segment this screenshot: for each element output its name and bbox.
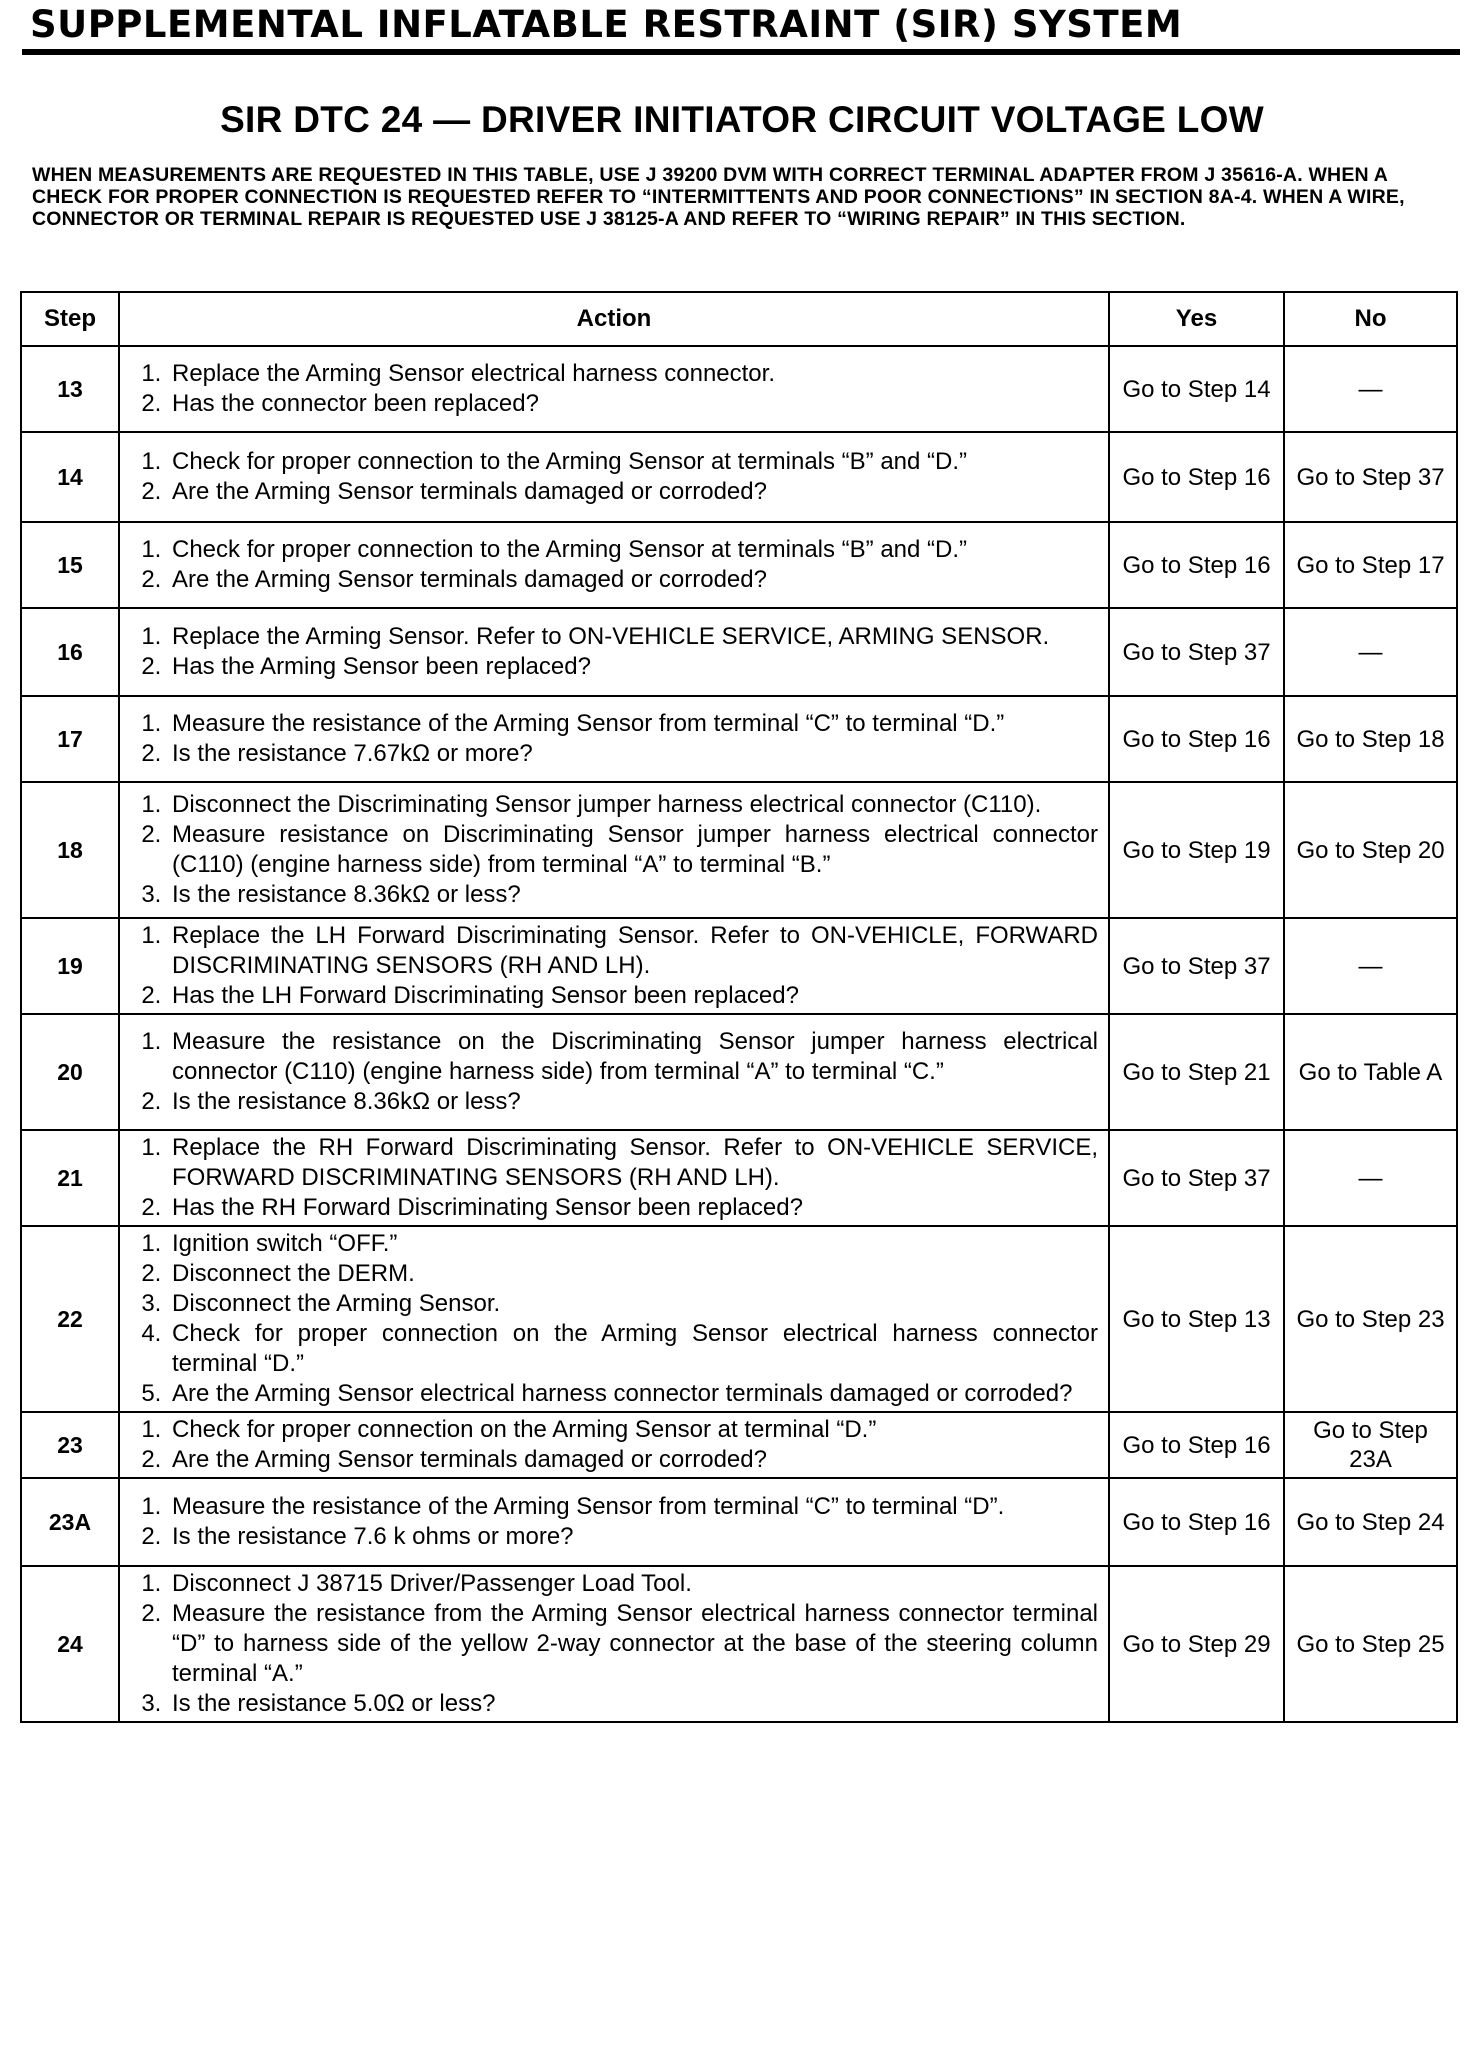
action-item: 2. Is the resistance 7.6 k ohms or more? — [168, 1522, 1098, 1552]
no-result: — — [1284, 918, 1457, 1014]
action-item: 1. Measure the resistance of the Arming Sensor from terminal “C” to terminal “D”. — [168, 1492, 1098, 1522]
yes-result: Go to Step 16 — [1109, 1412, 1284, 1478]
step-number: 23 — [21, 1412, 119, 1478]
action-item: 2. Are the Arming Sensor terminals damaged or corroded? — [168, 565, 1098, 595]
action-cell — [119, 346, 1109, 432]
header-action: Action — [119, 292, 1109, 346]
action-item: 2. Measure resistance on Discriminating Sensor jumper harness electrical connector (C110) (engine harness side) from terminal “A” to terminal “B.” — [168, 820, 1098, 880]
yes-result: Go to Step 37 — [1109, 918, 1284, 1014]
action-item: 2. Is the resistance 7.67kΩ or more? — [168, 739, 1098, 769]
action-item: 2. Disconnect the DERM. — [168, 1259, 1098, 1289]
action-item: 2. Has the LH Forward Discriminating Sensor been replaced? — [168, 981, 1098, 1011]
action-list — [128, 709, 1098, 769]
no-result: Go to Table A — [1284, 1014, 1457, 1130]
action-item: 2. Has the RH Forward Discriminating Sensor been replaced? — [168, 1193, 1098, 1223]
yes-result: Go to Step 16 — [1109, 522, 1284, 608]
action-list — [128, 622, 1098, 682]
action-item: 4. Check for proper connection on the Arming Sensor electrical harness connector terminal “D.” — [168, 1319, 1098, 1379]
action-item: 2. Are the Arming Sensor terminals damaged or corroded? — [168, 1445, 1098, 1475]
action-list — [128, 535, 1098, 595]
step-number: 18 — [21, 782, 119, 918]
table-row — [21, 522, 1457, 608]
action-cell — [119, 1014, 1109, 1130]
table-row — [21, 782, 1457, 918]
table-row — [21, 696, 1457, 782]
action-cell — [119, 608, 1109, 696]
yes-result: Go to Step 29 — [1109, 1566, 1284, 1722]
step-number: 20 — [21, 1014, 119, 1130]
table-row — [21, 1412, 1457, 1478]
yes-result: Go to Step 16 — [1109, 1478, 1284, 1566]
action-cell — [119, 1478, 1109, 1566]
step-number: 22 — [21, 1226, 119, 1412]
yes-result: Go to Step 13 — [1109, 1226, 1284, 1412]
action-item: 3. Is the resistance 5.0Ω or less? — [168, 1689, 1098, 1719]
table-row — [21, 608, 1457, 696]
action-item: 1. Replace the Arming Sensor. Refer to ON-VEHICLE SERVICE, ARMING SENSOR. — [168, 622, 1098, 652]
action-item: 1. Replace the Arming Sensor electrical harness connector. — [168, 359, 1098, 389]
header-step: Step — [21, 292, 119, 346]
yes-result: Go to Step 16 — [1109, 696, 1284, 782]
no-result: Go to Step 17 — [1284, 522, 1457, 608]
action-item: 1. Check for proper connection to the Arming Sensor at terminals “B” and “D.” — [168, 535, 1098, 565]
no-result: Go to Step 37 — [1284, 432, 1457, 522]
no-result: — — [1284, 1130, 1457, 1226]
table-row — [21, 1566, 1457, 1722]
action-item: 1. Measure the resistance of the Arming Sensor from terminal “C” to terminal “D.” — [168, 709, 1098, 739]
no-result: Go to Step 25 — [1284, 1566, 1457, 1722]
table-row — [21, 1014, 1457, 1130]
table-row — [21, 1226, 1457, 1412]
action-cell — [119, 782, 1109, 918]
yes-result: Go to Step 14 — [1109, 346, 1284, 432]
action-item: 1. Replace the LH Forward Discriminating Sensor. Refer to ON-VEHICLE, FORWARD DISCRIMINATING SENSORS (RH AND LH). — [168, 921, 1098, 981]
action-list — [128, 921, 1098, 1011]
yes-result: Go to Step 37 — [1109, 1130, 1284, 1226]
instructions-notice: WHEN MEASUREMENTS ARE REQUESTED IN THIS TABLE, USE J 39200 DVM WITH CORRECT TERMINAL ADAPTER FROM J 35616-A. WHEN A CHECK FOR PROPER CONNECTION IS REQUESTED REFER TO “INTERMITTENTS AND POOR CONNECTIONS” IN SECTION 8A-4. WHEN A WIRE, CONNECTOR OR TERMINAL REPAIR IS REQUESTED USE J 38125-A AND REFER TO “WIRING REPAIR” IN THIS SECTION. — [32, 164, 1405, 230]
action-item: 1. Disconnect the Discriminating Sensor jumper harness electrical connector (C110). — [168, 790, 1098, 820]
diagnostic-table — [20, 291, 1458, 1723]
page-header — [22, 0, 1462, 141]
step-number: 13 — [21, 346, 119, 432]
step-number: 17 — [21, 696, 119, 782]
action-item: 2. Is the resistance 8.36kΩ or less? — [168, 1087, 1098, 1117]
action-item: 3. Is the resistance 8.36kΩ or less? — [168, 880, 1098, 910]
action-item: 2. Are the Arming Sensor terminals damaged or corroded? — [168, 477, 1098, 507]
header-no: No — [1284, 292, 1457, 346]
table-row — [21, 1130, 1457, 1226]
section-title: SUPPLEMENTAL INFLATABLE RESTRAINT (SIR) SYSTEM — [30, 3, 1183, 46]
no-result: Go to Step 23A — [1284, 1412, 1457, 1478]
action-item: 1. Disconnect J 38715 Driver/Passenger Load Tool. — [168, 1569, 1098, 1599]
no-result: — — [1284, 346, 1457, 432]
action-cell — [119, 1566, 1109, 1722]
no-result: Go to Step 20 — [1284, 782, 1457, 918]
step-number: 24 — [21, 1566, 119, 1722]
action-item: 1. Replace the RH Forward Discriminating Sensor. Refer to ON-VEHICLE SERVICE, FORWARD DISCRIMINATING SENSORS (RH AND LH). — [168, 1133, 1098, 1193]
no-result: Go to Step 24 — [1284, 1478, 1457, 1566]
yes-result: Go to Step 37 — [1109, 608, 1284, 696]
action-item: 5. Are the Arming Sensor electrical harness connector terminals damaged or corroded? — [168, 1379, 1098, 1409]
yes-result: Go to Step 16 — [1109, 432, 1284, 522]
table-row — [21, 346, 1457, 432]
action-item: 1. Ignition switch “OFF.” — [168, 1229, 1098, 1259]
action-cell — [119, 1130, 1109, 1226]
table-row — [21, 1478, 1457, 1566]
table-header-row — [21, 292, 1457, 346]
action-list — [128, 1133, 1098, 1223]
action-item: 2. Has the Arming Sensor been replaced? — [168, 652, 1098, 682]
step-number: 21 — [21, 1130, 119, 1226]
table-body — [21, 346, 1457, 1722]
no-result: Go to Step 18 — [1284, 696, 1457, 782]
action-list — [128, 1415, 1098, 1475]
action-item: 2. Measure the resistance from the Arming Sensor electrical harness connector terminal “D” to harness side of the yellow 2-way connector at the base of the steering column terminal “A.” — [168, 1599, 1098, 1689]
yes-result: Go to Step 19 — [1109, 782, 1284, 918]
step-number: 14 — [21, 432, 119, 522]
action-cell — [119, 522, 1109, 608]
dtc-title: SIR DTC 24 — DRIVER INITIATOR CIRCUIT VOLTAGE LOW — [220, 99, 1264, 140]
header-yes: Yes — [1109, 292, 1284, 346]
action-list — [128, 359, 1098, 419]
action-list — [128, 1027, 1098, 1117]
no-result: Go to Step 23 — [1284, 1226, 1457, 1412]
action-list — [128, 1569, 1098, 1719]
action-cell — [119, 432, 1109, 522]
action-list — [128, 1229, 1098, 1409]
step-number: 23A — [21, 1478, 119, 1566]
action-item: 1. Measure the resistance on the Discriminating Sensor jumper harness electrical connector (C110) (engine harness side) from terminal “A” to terminal “C.” — [168, 1027, 1098, 1087]
action-item: 3. Disconnect the Arming Sensor. — [168, 1289, 1098, 1319]
action-cell — [119, 696, 1109, 782]
step-number: 16 — [21, 608, 119, 696]
action-list — [128, 447, 1098, 507]
table-row — [21, 918, 1457, 1014]
action-cell — [119, 1226, 1109, 1412]
table-row — [21, 432, 1457, 522]
action-list — [128, 790, 1098, 910]
action-cell — [119, 1412, 1109, 1478]
step-number: 19 — [21, 918, 119, 1014]
action-item: 1. Check for proper connection to the Arming Sensor at terminals “B” and “D.” — [168, 447, 1098, 477]
yes-result: Go to Step 21 — [1109, 1014, 1284, 1130]
action-item: 2. Has the connector been replaced? — [168, 389, 1098, 419]
action-item: 1. Check for proper connection on the Arming Sensor at terminal “D.” — [168, 1415, 1098, 1445]
action-cell — [119, 918, 1109, 1014]
step-number: 15 — [21, 522, 119, 608]
no-result: — — [1284, 608, 1457, 696]
title-rule — [22, 49, 1460, 55]
action-list — [128, 1492, 1098, 1552]
